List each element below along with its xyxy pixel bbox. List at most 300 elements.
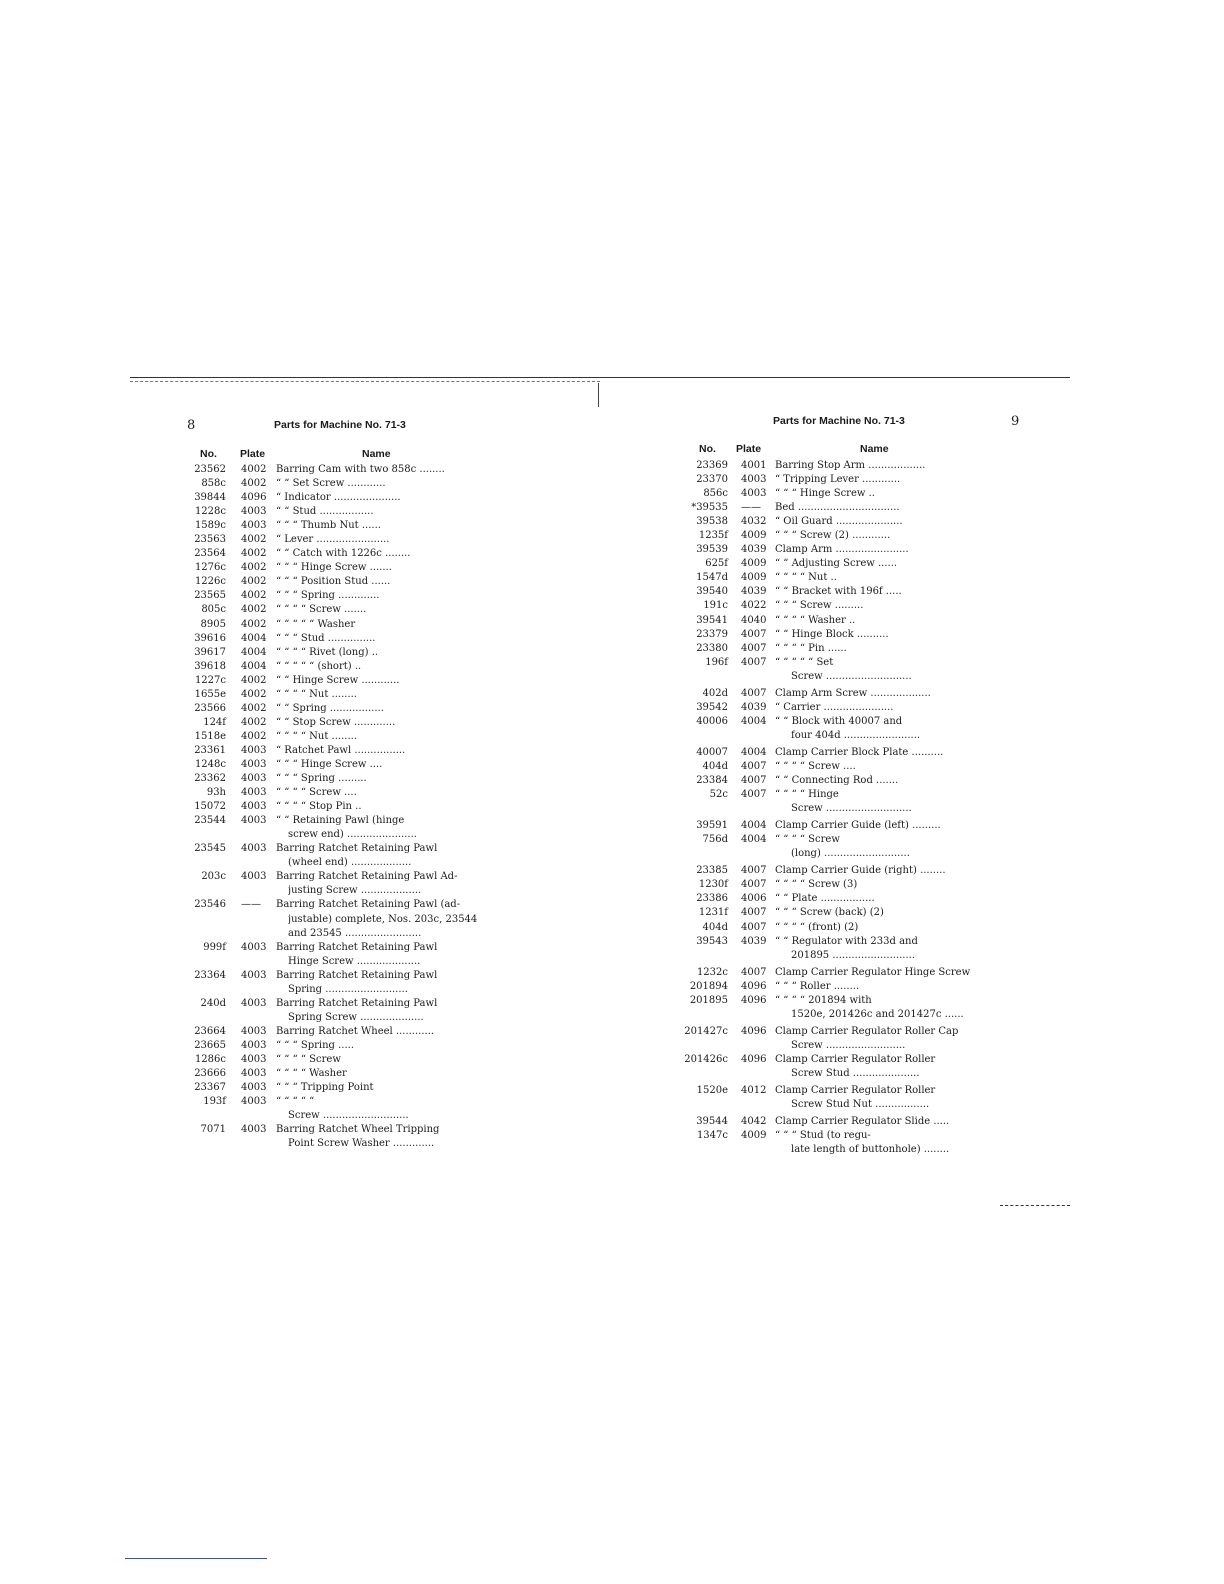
table-row [682, 833, 1002, 847]
part-name: “ “ Adjusting Screw ...... [775, 558, 898, 570]
table-row [180, 1053, 500, 1067]
table-row [682, 949, 1002, 963]
part-number: 1347c [696, 1130, 728, 1142]
table-row [180, 603, 500, 617]
table-row [180, 1109, 500, 1123]
plate-number: 4004 [241, 646, 267, 658]
plate-number: 4003 [241, 997, 267, 1009]
part-number: 1228c [194, 506, 226, 518]
right-parts-table [682, 459, 1002, 1157]
plate-number: 4002 [241, 562, 267, 574]
table-row [682, 921, 1002, 935]
part-number: 1518e [194, 730, 226, 742]
part-number: 193f [203, 1096, 226, 1108]
plate-number: 4009 [741, 558, 767, 570]
part-name: Screw ........................... [791, 670, 912, 682]
part-name: “ “ “ “ Screw [775, 834, 840, 846]
part-name: Clamp Carrier Guide (left) ......... [775, 820, 941, 832]
part-name: “ Ratchet Pawl ................ [276, 744, 406, 756]
table-row [682, 687, 1002, 701]
table-row [180, 997, 500, 1011]
table-row [180, 744, 500, 758]
part-number: 625f [705, 558, 728, 570]
part-name: Barring Ratchet Retaining Pawl [276, 941, 438, 953]
part-name: “ “ “ Spring ..... [276, 1039, 355, 1051]
part-name: “ “ Regulator with 233d and [775, 935, 918, 947]
plate-number: 4003 [241, 843, 267, 855]
part-number: 404d [702, 921, 728, 933]
part-number: 1248c [194, 758, 226, 770]
part-name: Barring Ratchet Retaining Pawl (ad- [276, 899, 461, 911]
plate-number: 4003 [241, 1068, 267, 1080]
table-row [180, 519, 500, 533]
plate-number: 4003 [241, 969, 267, 981]
part-number: 39540 [696, 586, 728, 598]
plate-number: 4007 [741, 966, 767, 978]
plate-number: 4003 [241, 787, 267, 799]
table-row [682, 980, 1002, 994]
part-number: 23370 [696, 474, 728, 486]
part-name: Point Screw Washer ............. [288, 1138, 435, 1150]
part-number: 39844 [194, 492, 226, 504]
part-number: 1226c [194, 576, 226, 588]
table-row [682, 1039, 1002, 1053]
part-number: 124f [203, 716, 226, 728]
part-name: Clamp Carrier Guide (right) ........ [775, 865, 946, 877]
table-row [682, 802, 1002, 816]
table-row [682, 529, 1002, 543]
table-row [180, 969, 500, 983]
part-name: “ “ “ Hinge Screw ....... [276, 562, 392, 574]
part-name: “ “ “ Roller ........ [775, 980, 860, 992]
part-number: 1520e [696, 1085, 728, 1097]
part-number: 8905 [200, 618, 226, 630]
plate-number: 4003 [241, 1124, 267, 1136]
table-row [682, 878, 1002, 892]
part-number: 23544 [194, 815, 226, 827]
part-number: 39591 [696, 820, 728, 832]
plate-number: 4004 [741, 834, 767, 846]
part-number: 40006 [696, 715, 728, 727]
table-row [682, 819, 1002, 833]
plate-number: 4002 [241, 478, 267, 490]
top-rule-dashed [130, 381, 600, 382]
plate-number: 4002 [241, 716, 267, 728]
part-name: “ “ “ “ Screw (3) [775, 879, 858, 891]
part-number: 191c [703, 600, 728, 612]
part-name: Clamp Carrier Regulator Slide ..... [775, 1116, 950, 1128]
table-row [682, 614, 1002, 628]
plate-number: 4007 [741, 656, 767, 668]
part-name: Bed ................................ [775, 502, 900, 514]
plate-number: 4003 [241, 1053, 267, 1065]
plate-number: 4002 [241, 702, 267, 714]
table-row [180, 491, 500, 505]
right-header-plate: Plate [736, 443, 762, 455]
part-name: “ “ “ “ Screw ....... [276, 604, 367, 616]
plate-number: 4002 [241, 730, 267, 742]
part-number: 23564 [194, 548, 226, 560]
part-number: 856c [703, 488, 728, 500]
table-row [682, 628, 1002, 642]
part-name: Screw ......................... [791, 1039, 906, 1051]
part-name: “ “ Stop Screw ............. [276, 716, 396, 728]
part-name: “ “ Catch with 1226c ........ [276, 548, 411, 560]
plate-number: 4003 [241, 1096, 267, 1108]
plate-number: —— [241, 899, 261, 911]
part-number: 52c [709, 789, 728, 801]
plate-number: 4003 [241, 1082, 267, 1094]
table-row [682, 459, 1002, 473]
part-name: “ “ “ “ “ Washer [276, 618, 356, 630]
table-row [682, 994, 1002, 1008]
part-number: 39616 [194, 632, 226, 644]
part-number: 23566 [194, 702, 226, 714]
left-header-name: Name [362, 448, 391, 460]
part-name: Barring Ratchet Retaining Pawl [276, 843, 438, 855]
part-name: Barring Ratchet Retaining Pawl [276, 997, 438, 1009]
part-name: late length of buttonhole) ........ [791, 1144, 950, 1156]
part-number: 23562 [194, 464, 226, 475]
table-row [682, 935, 1002, 949]
part-name: “ “ “ “ Washer [276, 1068, 347, 1080]
plate-number: 4004 [741, 820, 767, 832]
plate-number: 4007 [741, 907, 767, 919]
table-row [180, 955, 500, 969]
part-number: 23380 [696, 642, 728, 654]
table-row [682, 642, 1002, 656]
plate-number: 4007 [741, 628, 767, 640]
part-name: “ “ Connecting Rod ....... [775, 775, 899, 787]
table-row [682, 670, 1002, 684]
part-number: 201894 [689, 980, 728, 992]
part-name: “ “ “ Screw ......... [775, 600, 864, 612]
table-row [180, 1095, 500, 1109]
plate-number: 4039 [741, 935, 767, 947]
plate-number: 4096 [741, 1025, 767, 1037]
plate-number: 4007 [741, 879, 767, 891]
part-number: 39617 [194, 646, 226, 658]
table-row [682, 746, 1002, 760]
part-name: “ “ Set Screw ............ [276, 478, 386, 490]
part-name: “ “ “ Hinge Screw .... [276, 758, 383, 770]
right-page-title: Parts for Machine No. 71-3 [773, 415, 905, 427]
top-rule [130, 377, 1070, 378]
table-row [682, 487, 1002, 501]
left-header-plate: Plate [240, 448, 266, 460]
plate-number: 4007 [741, 865, 767, 877]
plate-number: 4022 [741, 600, 767, 612]
part-name: “ “ “ “ 201894 with [775, 994, 872, 1006]
part-number: 23379 [696, 628, 728, 640]
table-row [180, 1039, 500, 1053]
table-row [180, 758, 500, 772]
plate-number: 4003 [241, 1039, 267, 1051]
part-name: Clamp Carrier Block Plate .......... [775, 746, 944, 758]
plate-number: 4096 [741, 994, 767, 1006]
table-row [682, 788, 1002, 802]
part-number: 1231f [698, 907, 728, 919]
part-name: “ “ “ “ “ Set [775, 656, 834, 668]
part-name: “ “ Hinge Screw ............ [276, 674, 400, 686]
plate-number: 4009 [741, 530, 767, 542]
table-row [180, 618, 500, 632]
table-row [682, 1115, 1002, 1129]
plate-number: 4040 [741, 614, 767, 626]
part-number: 39544 [696, 1116, 728, 1128]
part-number: 15072 [194, 801, 226, 813]
corner-mark [1000, 1205, 1070, 1206]
plate-number: —— [741, 502, 761, 514]
table-row [180, 1081, 500, 1095]
plate-number: 4002 [241, 618, 267, 630]
table-row [682, 1143, 1002, 1157]
part-name: “ “ “ “ Rivet (long) .. [276, 646, 379, 658]
plate-number: 4039 [741, 701, 767, 713]
plate-number: 4007 [741, 775, 767, 787]
table-row [180, 674, 500, 688]
plate-number: 4002 [241, 674, 267, 686]
plate-number: 4007 [741, 642, 767, 654]
part-name: “ “ Stud ................. [276, 506, 374, 518]
part-name: “ “ “ “ Nut ........ [276, 730, 357, 742]
part-name: Barring Ratchet Retaining Pawl Ad- [276, 871, 458, 883]
plate-number: 4003 [241, 744, 267, 756]
table-row [180, 1067, 500, 1081]
table-row [180, 477, 500, 491]
plate-number: 4004 [741, 746, 767, 758]
part-number: 201426c [684, 1053, 728, 1065]
table-row [180, 927, 500, 941]
plate-number: 4001 [741, 460, 767, 471]
part-name: “ “ “ “ “ (short) .. [276, 660, 362, 672]
plate-number: 4003 [241, 758, 267, 770]
plate-number: 4007 [741, 760, 767, 772]
part-name: “ “ Block with 40007 and [775, 715, 903, 727]
part-name: “ “ “ Thumb Nut ...... [276, 520, 381, 532]
table-row [682, 557, 1002, 571]
plate-number: 4003 [241, 520, 267, 532]
part-name: Screw Stud Nut ................. [791, 1099, 930, 1111]
part-name: “ “ “ “ Washer .. [775, 614, 856, 626]
plate-number: 4003 [241, 773, 267, 785]
part-name: “ “ “ Stud ............... [276, 632, 376, 644]
table-row [682, 729, 1002, 743]
part-name: “ “ “ “ Screw [276, 1053, 341, 1065]
part-name: “ “ Retaining Pawl (hinge [276, 815, 405, 827]
part-number: 23664 [194, 1025, 226, 1037]
part-name: (long) ........................... [791, 848, 910, 860]
part-name: Screw Stud ..................... [791, 1067, 920, 1079]
table-row [682, 571, 1002, 585]
plate-number: 4003 [241, 801, 267, 813]
part-name: Clamp Carrier Regulator Roller [775, 1085, 936, 1097]
plate-number: 4004 [241, 660, 267, 672]
part-name: “ “ “ “ Stop Pin .. [276, 801, 362, 813]
plate-number: 4003 [741, 488, 767, 500]
part-number: 23364 [194, 969, 226, 981]
part-name: “ “ “ “ “ [276, 1096, 315, 1108]
right-page-number: 9 [1011, 414, 1020, 429]
table-row [180, 1137, 500, 1151]
left-header-no: No. [200, 448, 217, 460]
part-name: “ “ “ “ Hinge [775, 789, 839, 801]
table-row [180, 575, 500, 589]
part-name: four 404d ........................ [791, 729, 921, 741]
plate-number: 4007 [741, 687, 767, 699]
plate-number: 4007 [741, 921, 767, 933]
part-number: 7071 [200, 1124, 226, 1136]
table-row [180, 561, 500, 575]
table-row [180, 941, 500, 955]
part-number: 1235f [698, 530, 728, 542]
plate-number: 4096 [241, 492, 267, 504]
part-number: 1232c [696, 966, 728, 978]
part-name: “ “ “ Stud (to regu- [775, 1130, 871, 1142]
part-number: 23666 [194, 1068, 226, 1080]
table-row [180, 814, 500, 828]
part-name: Hinge Screw .................... [288, 955, 421, 967]
table-row [682, 515, 1002, 529]
part-number: 23563 [194, 534, 226, 546]
table-row [682, 760, 1002, 774]
part-name: Spring .......................... [288, 983, 408, 995]
table-row [682, 1067, 1002, 1081]
part-number: 23386 [696, 893, 728, 905]
part-name: “ “ “ “ Screw .... [775, 760, 856, 772]
table-row [180, 898, 500, 912]
plate-number: 4003 [241, 871, 267, 883]
table-row [180, 983, 500, 997]
part-number: 1286c [194, 1053, 226, 1065]
part-number: 40007 [696, 746, 728, 758]
part-number: 93h [206, 787, 226, 799]
table-row [682, 906, 1002, 920]
part-name: “ Tripping Lever ............ [775, 474, 901, 486]
part-name: justable) complete, Nos. 203c, 23544 [288, 913, 478, 925]
part-number: 805c [201, 604, 226, 616]
table-row [682, 892, 1002, 906]
part-number: 1230f [698, 879, 728, 891]
plate-number: 4004 [741, 715, 767, 727]
plate-number: 4032 [741, 516, 767, 528]
plate-number: 4096 [741, 1053, 767, 1065]
part-name: “ “ “ Hinge Screw .. [775, 488, 875, 500]
right-header-name: Name [860, 443, 889, 455]
part-name: “ “ “ “ Nut ........ [276, 688, 357, 700]
part-name: “ “ “ Screw (back) (2) [775, 907, 884, 919]
table-row [180, 842, 500, 856]
table-row [682, 1025, 1002, 1039]
left-page-number: 8 [187, 418, 196, 433]
table-row [682, 715, 1002, 729]
part-name: screw end) ...................... [288, 829, 417, 841]
plate-number: 4007 [741, 789, 767, 801]
part-name: “ “ “ Spring ............. [276, 590, 380, 602]
table-row [682, 1008, 1002, 1022]
table-row [180, 884, 500, 898]
part-number: 39539 [696, 544, 728, 556]
part-number: 196f [705, 656, 728, 668]
part-number: 23384 [696, 775, 728, 787]
part-name: (wheel end) ................... [288, 857, 412, 869]
part-name: “ Lever ....................... [276, 534, 390, 546]
part-number: 39543 [696, 935, 728, 947]
part-name: Barring Cam with two 858c ........ [276, 464, 445, 475]
part-number: 756d [702, 834, 728, 846]
part-name: Barring Ratchet Wheel ............ [276, 1025, 435, 1037]
part-name: “ “ Spring ................. [276, 702, 384, 714]
plate-number: 4003 [241, 941, 267, 953]
table-row [682, 864, 1002, 878]
part-number: 1276c [194, 562, 226, 574]
part-name: Spring Screw .................... [288, 1011, 424, 1023]
table-row [180, 632, 500, 646]
part-number: 201427c [684, 1025, 728, 1037]
table-row [682, 774, 1002, 788]
part-name: Clamp Arm Screw ................... [775, 687, 931, 699]
part-name: Clamp Carrier Regulator Roller Cap [775, 1025, 959, 1037]
part-name: Clamp Carrier Regulator Roller [775, 1053, 936, 1065]
part-name: “ “ “ “ (front) (2) [775, 921, 859, 933]
plate-number: 4002 [241, 576, 267, 588]
plate-number: 4096 [741, 980, 767, 992]
part-name: “ “ “ Tripping Point [276, 1082, 374, 1094]
table-row [682, 701, 1002, 715]
part-number: 1655e [194, 688, 226, 700]
table-row [682, 585, 1002, 599]
part-number: 23665 [194, 1039, 226, 1051]
part-name: “ “ “ Screw (2) ............ [775, 530, 891, 542]
part-number: 203c [201, 871, 226, 883]
plate-number: 4009 [741, 572, 767, 584]
part-number: 858c [201, 478, 226, 490]
plate-number: 4002 [241, 464, 267, 475]
table-row [180, 828, 500, 842]
table-row [180, 1011, 500, 1025]
table-row [180, 856, 500, 870]
plate-number: 4012 [741, 1085, 767, 1097]
table-row [180, 589, 500, 603]
part-name: “ “ Bracket with 196f ..... [775, 586, 902, 598]
plate-number: 4003 [241, 815, 267, 827]
part-number: *39535 [691, 502, 728, 514]
part-number: 999f [203, 941, 226, 953]
part-name: Screw ........................... [288, 1110, 409, 1122]
part-number: 23367 [194, 1082, 226, 1094]
part-name: Clamp Carrier Regulator Hinge Screw [775, 966, 971, 978]
part-number: 39618 [194, 660, 226, 672]
part-number: 23362 [194, 773, 226, 785]
page-gutter [598, 383, 599, 407]
part-name: “ “ “ Position Stud ...... [276, 576, 391, 588]
table-row [180, 730, 500, 744]
part-number: 201895 [689, 994, 728, 1006]
table-row [682, 1053, 1002, 1067]
part-name: justing Screw ................... [288, 885, 422, 897]
part-name: 1520e, 201426c and 201427c ...... [791, 1008, 964, 1020]
plate-number: 4003 [241, 506, 267, 518]
plate-number: 4009 [741, 1130, 767, 1142]
plate-number: 4004 [241, 632, 267, 644]
part-name: Barring Stop Arm .................. [775, 460, 926, 471]
plate-number: 4002 [241, 604, 267, 616]
plate-number: 4003 [741, 474, 767, 486]
table-row [180, 1025, 500, 1039]
plate-number: 4002 [241, 590, 267, 602]
part-number: 39541 [696, 614, 728, 626]
table-row [180, 547, 500, 561]
